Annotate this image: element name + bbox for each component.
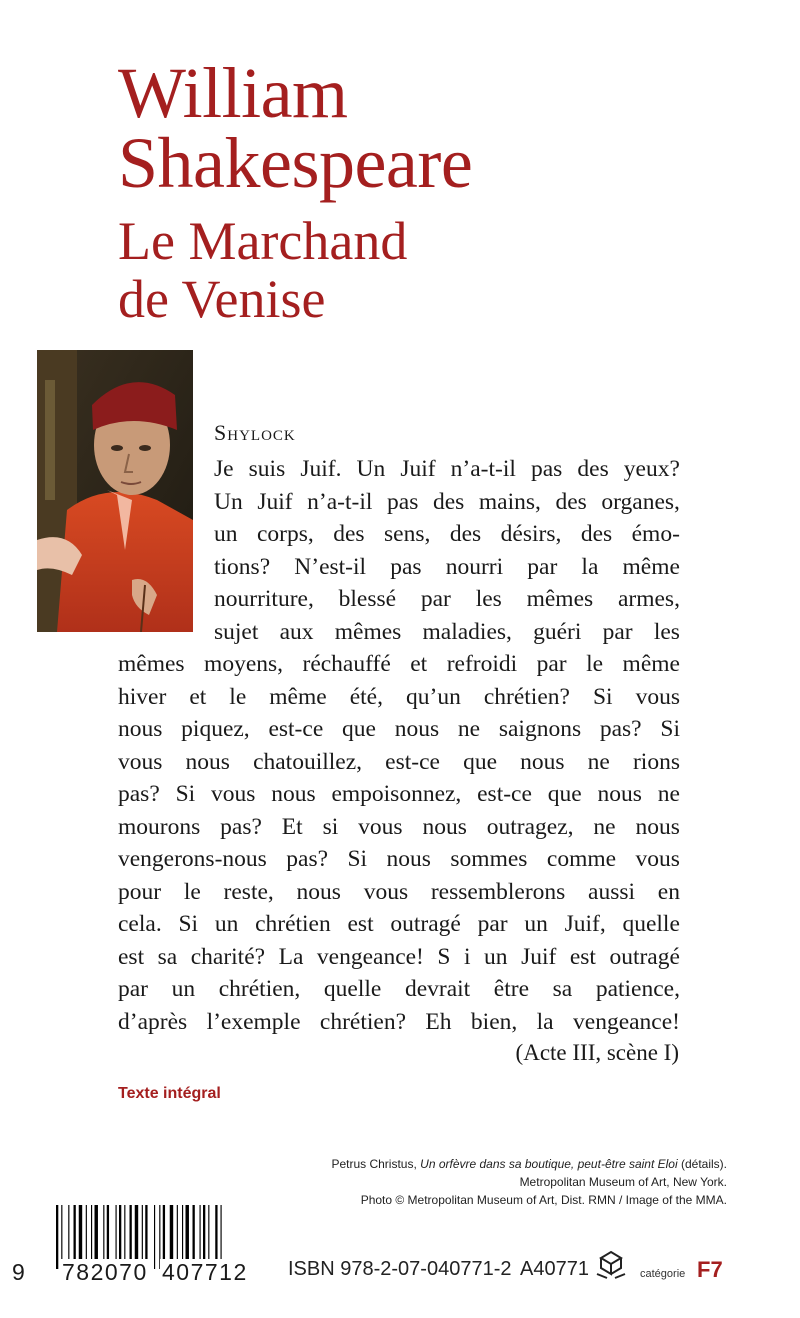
- word: ne: [457, 716, 481, 742]
- word: est-ce: [477, 781, 532, 807]
- text-line: [118, 648, 680, 681]
- word: est: [569, 943, 596, 970]
- word: Un: [356, 456, 386, 482]
- speaker-label: Shylock: [214, 420, 296, 445]
- word: S: [437, 943, 451, 970]
- word: même: [622, 553, 680, 580]
- word: que: [342, 716, 376, 742]
- word: nous: [597, 781, 642, 807]
- word: mains,: [478, 488, 541, 515]
- word: outragé: [390, 911, 461, 937]
- text-line: [214, 616, 680, 649]
- word: vengerons-nous: [118, 846, 267, 872]
- word: ressemblerons: [430, 878, 566, 905]
- credit-artist: Petrus Christus,: [331, 1157, 421, 1171]
- word: pour: [118, 878, 162, 905]
- word: nous: [185, 748, 230, 775]
- word: la: [536, 1008, 554, 1035]
- word: des: [577, 456, 609, 482]
- word: Juif: [400, 456, 436, 482]
- word: chrétien: [255, 911, 331, 937]
- product-code: A40771: [520, 1258, 589, 1280]
- text-line: [214, 486, 680, 519]
- credit-line-1: [331, 1155, 727, 1173]
- word: Si: [592, 683, 613, 710]
- word: pas?: [220, 813, 262, 840]
- word: n’a-t-il: [450, 456, 516, 482]
- credit-artwork-title: Un orfèvre dans sa boutique, peut-être saint Eloi: [420, 1157, 678, 1171]
- word: N’est-il: [294, 553, 367, 580]
- word: est: [118, 943, 145, 970]
- text-line: [118, 973, 680, 1006]
- word: d’après: [118, 1008, 188, 1035]
- word: Si: [175, 781, 196, 807]
- text-line: [118, 941, 680, 974]
- word: mêmes: [526, 586, 594, 612]
- text-line: [118, 876, 680, 909]
- word: est: [347, 911, 374, 937]
- credit-line-2: Metropolitan Museum of Art, New York.: [519, 1175, 727, 1189]
- text-line: [118, 908, 680, 941]
- text-line: [118, 778, 680, 811]
- word: outragé: [609, 943, 680, 970]
- word: ne: [587, 748, 610, 775]
- title-line-1: Le Marchand: [118, 211, 408, 271]
- word: Un: [214, 488, 243, 515]
- word: des: [432, 488, 465, 515]
- book-title: [118, 212, 407, 328]
- word: pas?: [118, 781, 160, 807]
- word: nourriture,: [214, 586, 314, 612]
- text-line: [214, 583, 680, 616]
- word: La: [278, 943, 304, 970]
- word: nous: [635, 813, 680, 840]
- word: les: [475, 586, 502, 612]
- credit-detail-note: (détails).: [677, 1157, 727, 1171]
- word: un: [214, 521, 238, 547]
- word: Juif: [521, 943, 557, 970]
- word: en: [657, 878, 680, 905]
- word: vengeance!: [573, 1008, 680, 1035]
- isbn-number: ISBN 978-2-07-040771-2: [288, 1258, 512, 1280]
- word: des: [333, 521, 365, 547]
- excerpt-short-lines: [214, 453, 680, 648]
- word: hiver: [118, 683, 167, 710]
- text-line: [214, 518, 680, 551]
- word: pas: [530, 456, 563, 482]
- word: chrétien?: [319, 1008, 407, 1035]
- word: armes,: [617, 586, 680, 612]
- word: maladies,: [422, 618, 512, 645]
- word: par: [420, 586, 451, 612]
- word: corps,: [256, 521, 314, 547]
- word: bien,: [470, 1008, 518, 1035]
- author-line-2: Shakespeare: [118, 123, 473, 203]
- word: vous: [358, 813, 403, 840]
- word: saignons: [498, 716, 582, 742]
- word: quelle: [323, 976, 382, 1002]
- word: Juif: [257, 488, 293, 515]
- text-line: [214, 453, 680, 486]
- word: rions: [632, 748, 680, 775]
- word: n’a-t-il: [307, 488, 373, 515]
- word: comme: [546, 846, 617, 872]
- word: des: [449, 521, 482, 547]
- word: vous: [211, 781, 256, 807]
- word: i: [464, 943, 471, 970]
- word: désirs,: [500, 521, 562, 547]
- word: les: [653, 618, 680, 645]
- word: pas?: [286, 846, 329, 872]
- word: des: [580, 521, 613, 547]
- word: chrétien?: [483, 683, 570, 710]
- word: pas: [390, 553, 422, 580]
- word: nous: [296, 878, 341, 905]
- word: reste,: [223, 878, 274, 905]
- word: Si: [660, 716, 680, 742]
- word: sa: [157, 943, 178, 970]
- image-credit: [331, 1155, 727, 1209]
- word: par: [118, 976, 149, 1002]
- credit-line-3: Photo © Metropolitan Museum of Art, Dist. RMN / Image of the MMA.: [360, 1193, 727, 1207]
- word: et: [410, 651, 428, 677]
- word: yeux?: [623, 456, 680, 482]
- word: nous: [422, 813, 467, 840]
- word: vous: [635, 683, 680, 710]
- barcode: [12, 1205, 272, 1295]
- word: un: [214, 911, 239, 937]
- title-line-2: de Venise: [118, 269, 326, 329]
- word: pas: [387, 488, 419, 515]
- text-line: [118, 811, 680, 844]
- word: vengeance!: [316, 943, 424, 970]
- word: aux: [279, 618, 314, 645]
- barcode-group-2: 407712: [162, 1259, 248, 1285]
- word: vous: [635, 846, 680, 872]
- word: Eh: [425, 1008, 452, 1035]
- word: Si: [178, 911, 199, 937]
- author-line-1: William: [118, 53, 348, 133]
- word: le: [183, 878, 201, 905]
- word: et: [189, 683, 207, 710]
- edition-note: Texte intégral: [118, 1085, 221, 1102]
- text-line: [118, 681, 680, 714]
- word: ne: [657, 781, 680, 807]
- word: outragez,: [486, 813, 574, 840]
- word: nous: [118, 716, 163, 742]
- word: charité?: [190, 943, 266, 970]
- word: empoisonnez,: [331, 781, 462, 807]
- word: nourri: [445, 553, 504, 580]
- word: chrétien,: [218, 976, 301, 1002]
- text-line: [118, 713, 680, 746]
- portrait-painting: [37, 350, 193, 632]
- word: vous: [363, 878, 409, 905]
- word: émo-: [631, 521, 680, 547]
- word: piquez,: [181, 716, 250, 742]
- word: blessé: [338, 586, 397, 612]
- word: sa: [552, 976, 573, 1002]
- word: Si: [347, 846, 368, 872]
- word: quelle: [622, 911, 680, 937]
- word: le: [229, 683, 247, 710]
- word: nous: [386, 846, 431, 872]
- text-line: [118, 746, 680, 779]
- word: des: [555, 488, 587, 515]
- word: par: [477, 911, 508, 937]
- barcode-group-1: 782070: [62, 1259, 148, 1285]
- word: un: [171, 976, 196, 1002]
- word: refroidi: [446, 651, 518, 677]
- word: est-ce: [268, 716, 324, 742]
- word: est-ce: [385, 748, 440, 775]
- text-line: [118, 1006, 680, 1039]
- word: mêmes: [334, 618, 402, 645]
- barcode-first-digit: 9: [12, 1259, 27, 1285]
- text-line: [118, 843, 680, 876]
- word: vous: [118, 748, 163, 775]
- word: sujet: [214, 618, 259, 645]
- text-line: [214, 551, 680, 584]
- word: un: [484, 943, 508, 970]
- word: tions?: [214, 553, 271, 580]
- word: si: [322, 813, 339, 840]
- word: par: [536, 651, 567, 677]
- speaker-name: [214, 420, 296, 446]
- word: le: [586, 651, 604, 677]
- word: Et: [281, 813, 303, 840]
- word: aussi: [588, 878, 636, 905]
- word: cela.: [118, 911, 162, 937]
- word: par: [602, 618, 633, 645]
- publisher-logo-icon: [594, 1248, 628, 1282]
- word: devrait: [404, 976, 471, 1002]
- word: moyens,: [204, 651, 284, 677]
- word: patience,: [595, 976, 680, 1002]
- word: par: [527, 553, 558, 580]
- word: Je: [214, 456, 234, 482]
- word: être: [493, 976, 530, 1002]
- word: été,: [349, 683, 383, 710]
- category-label: catégorie: [640, 1268, 686, 1280]
- category-value: F7: [697, 1257, 723, 1282]
- excerpt-full-lines: [118, 648, 680, 1038]
- word: suis: [248, 456, 286, 482]
- word: que: [463, 748, 498, 775]
- word: Juif,: [564, 911, 606, 937]
- word: Juif.: [300, 456, 342, 482]
- word: nous: [520, 748, 565, 775]
- word: réchauffé: [302, 651, 391, 677]
- word: pas?: [599, 716, 642, 742]
- word: ne: [593, 813, 616, 840]
- word: mêmes: [118, 651, 185, 677]
- word: guéri: [533, 618, 582, 645]
- act-scene-reference: (Acte III, scène I): [515, 1040, 679, 1065]
- author-name: [118, 53, 473, 203]
- word: un: [524, 911, 548, 937]
- word: sommes: [450, 846, 528, 872]
- word: nous: [271, 781, 316, 807]
- word: mourons: [118, 813, 201, 840]
- barcode-bar: [56, 1205, 58, 1269]
- barcode-bar: [154, 1205, 155, 1269]
- word: chatouillez,: [253, 748, 363, 775]
- word: organes,: [601, 488, 680, 515]
- word: même: [269, 683, 327, 710]
- word: qu’un: [406, 683, 461, 710]
- word: la: [581, 553, 599, 580]
- word: que: [547, 781, 582, 807]
- word: nous: [394, 716, 440, 742]
- word: sens,: [384, 521, 431, 547]
- word: même: [622, 651, 680, 677]
- word: l’exemple: [206, 1008, 301, 1035]
